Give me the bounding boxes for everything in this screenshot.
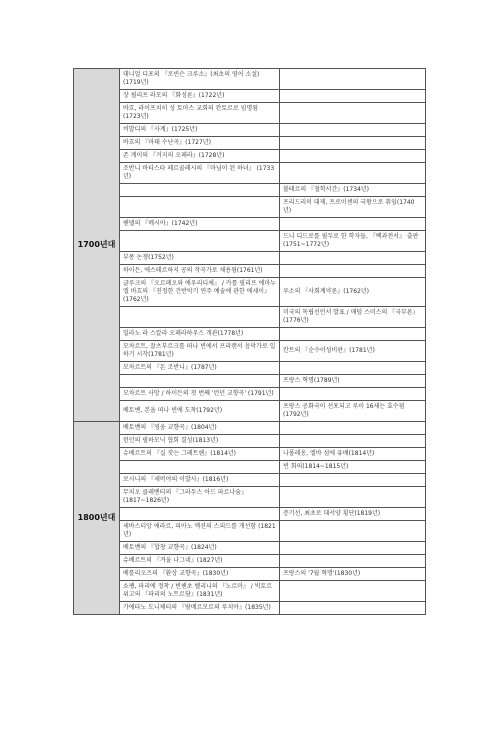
music-event-cell — [120, 508, 280, 521]
music-event-cell: 대니얼 디포의 『로빈슨 크루소』(최초의 영어 소설) (1719년) — [120, 69, 280, 90]
table-row — [74, 448, 426, 461]
table-row — [74, 197, 426, 218]
table-row — [74, 362, 426, 375]
music-event-cell: 무치오 클레멘티의 『그라두스 아드 파르나숨』 (1817~1826년) — [120, 487, 280, 508]
table-row — [74, 218, 426, 231]
music-event-cell: 밀라노 라 스칼라 오페라하우스 개관(1778년) — [120, 328, 280, 341]
world-event-cell: 드니 디드로를 필두로 한 학자들, 『백과전서』 출판 (1751~1772년) — [280, 231, 426, 252]
music-event-cell: 글루크의 『오르페오와 에우리디체』 / 카를 필리프 에마누엘 바흐의 『진정한 건반악기 연주 예술에 관한 에세이』(1762년) — [120, 278, 280, 307]
world-event-cell — [280, 265, 426, 278]
music-event-cell — [120, 375, 280, 388]
music-event-cell — [120, 197, 280, 218]
world-event-cell: 칸트의 『순수이성비판』(1781년) — [280, 341, 426, 362]
table-row — [74, 474, 426, 487]
table-row — [74, 388, 426, 401]
section-1800s — [74, 422, 426, 615]
music-event-cell: 베토벤, 본을 떠나 빈에 도착(1792년) — [120, 401, 280, 422]
music-event-cell — [120, 231, 280, 252]
world-event-cell: 프랑스 공화국이 선포되고 루이 16세는 효수됨 (1792년) — [280, 401, 426, 422]
world-event-cell — [280, 69, 426, 90]
table-row — [74, 278, 426, 307]
world-event-cell — [280, 252, 426, 265]
world-event-cell — [280, 90, 426, 103]
world-event-cell — [280, 581, 426, 602]
music-event-cell: 슈베르트의 『겨울 나그네』(1827년) — [120, 555, 280, 568]
table-row — [74, 341, 426, 362]
music-event-cell: 부퐁 논쟁(1752년) — [120, 252, 280, 265]
music-event-cell: 모차르트의 『돈 조반니』(1787년) — [120, 362, 280, 375]
music-event-cell: 런던의 필하모닉 협회 결성(1813년) — [120, 435, 280, 448]
world-event-cell — [280, 218, 426, 231]
table-row — [74, 401, 426, 422]
table-row — [74, 69, 426, 90]
table-row — [74, 265, 426, 278]
music-event-cell: 모차르트, 잘츠부르크를 떠나 빈에서 프리랜서 음악가로 일하기 시작(1781년) — [120, 341, 280, 362]
music-event-cell: 하이든, 에스테르하지 공의 작곡가로 채용됨(1761년) — [120, 265, 280, 278]
chronology-table — [73, 68, 426, 615]
world-event-cell — [280, 542, 426, 555]
table-row — [74, 103, 426, 124]
music-event-cell: 바흐, 라이프치히 성 토마스 교회의 칸토르로 임명됨 (1723년) — [120, 103, 280, 124]
world-event-cell: 증기선, 최초로 대서양 횡단(1819년) — [280, 508, 426, 521]
music-event-cell — [120, 307, 280, 328]
table-row — [74, 461, 426, 474]
music-event-cell: 쇼팽, 파리에 정착 / 빈첸초 벨리니의 『노르마』 / 빅토르 위고의 『파리의 노트르담』(1831년) — [120, 581, 280, 602]
table-row — [74, 184, 426, 197]
music-event-cell: 모차르트 사망 / 하이든의 첫 번째 '런던 교향곡' (1791년) — [120, 388, 280, 401]
world-event-cell — [280, 474, 426, 487]
music-event-cell: 로시니의 『세비야의 이발사』(1816년) — [120, 474, 280, 487]
table-row — [74, 521, 426, 542]
world-event-cell — [280, 555, 426, 568]
table-row — [74, 328, 426, 341]
table-row — [74, 375, 426, 388]
world-event-cell — [280, 137, 426, 150]
music-event-cell: 슈베르트의 『실 잣는 그레트헨』(1814년) — [120, 448, 280, 461]
music-event-cell — [120, 184, 280, 197]
world-event-cell — [280, 362, 426, 375]
music-event-cell: 세바스티앙 에라르, 피아노 액션의 스피드를 개선함 (1821년) — [120, 521, 280, 542]
table-row — [74, 231, 426, 252]
music-event-cell: 가에타노 도니체티의 『람메르모르의 루치아』(1835년) — [120, 602, 280, 615]
section-1700s — [74, 69, 426, 422]
world-event-cell — [280, 328, 426, 341]
music-event-cell: 조반니 바티스타 페르골레시의 『마님이 된 하녀』 (1733년) — [120, 163, 280, 184]
world-event-cell — [280, 487, 426, 508]
table-row — [74, 307, 426, 328]
music-event-cell: 존 게이의 『거지의 오페라』(1728년) — [120, 150, 280, 163]
world-event-cell — [280, 435, 426, 448]
music-event-cell: 헨델의 『메시아』(1742년) — [120, 218, 280, 231]
era-label-1800s: 1800년대 — [74, 422, 120, 615]
world-event-cell: 프랑스의 '7월 혁명'(1830년) — [280, 568, 426, 581]
table-row — [74, 252, 426, 265]
world-event-cell — [280, 150, 426, 163]
table-row — [74, 602, 426, 615]
music-event-cell — [120, 461, 280, 474]
world-event-cell: 볼테르의 『철학서간』(1734년) — [280, 184, 426, 197]
table-row — [74, 90, 426, 103]
world-event-cell — [280, 388, 426, 401]
music-event-cell: 베토벤의 『영웅 교향곡』(1804년) — [120, 422, 280, 435]
world-event-cell: 프리드리히 대제, 프로이센의 국왕으로 취임(1740년) — [280, 197, 426, 218]
table-row — [74, 508, 426, 521]
music-event-cell: 비발디의 『사계』(1725년) — [120, 124, 280, 137]
table-row — [74, 435, 426, 448]
table-row — [74, 422, 426, 435]
world-event-cell: 나폴레옹, 엘바 섬에 유배(1814년) — [280, 448, 426, 461]
music-event-cell: 베를리오즈의 『환상 교향곡』(1830년) — [120, 568, 280, 581]
world-event-cell — [280, 521, 426, 542]
table-row — [74, 581, 426, 602]
table-row — [74, 150, 426, 163]
music-event-cell: 장 필리프 라모의 『화성론』(1722년) — [120, 90, 280, 103]
world-event-cell — [280, 103, 426, 124]
world-event-cell — [280, 124, 426, 137]
world-event-cell — [280, 602, 426, 615]
table-row — [74, 163, 426, 184]
era-label-1700s: 1700년대 — [74, 69, 120, 422]
music-event-cell: 바흐의 『마태 수난곡』(1727년) — [120, 137, 280, 150]
table-row — [74, 555, 426, 568]
world-event-cell — [280, 163, 426, 184]
world-event-cell: 루소의 『사회계약론』(1762년) — [280, 278, 426, 307]
world-event-cell: 빈 회의(1814~1815년) — [280, 461, 426, 474]
world-event-cell: 프랑스 혁명(1789년) — [280, 375, 426, 388]
table-row — [74, 568, 426, 581]
table-row — [74, 487, 426, 508]
table-row — [74, 137, 426, 150]
world-event-cell: 미국의 독립선언서 발표 / 애덤 스미스의 『국부론』 (1776년) — [280, 307, 426, 328]
table-row — [74, 124, 426, 137]
world-event-cell — [280, 422, 426, 435]
music-event-cell: 베토벤의 『합창 교향곡』(1824년) — [120, 542, 280, 555]
table-row — [74, 542, 426, 555]
